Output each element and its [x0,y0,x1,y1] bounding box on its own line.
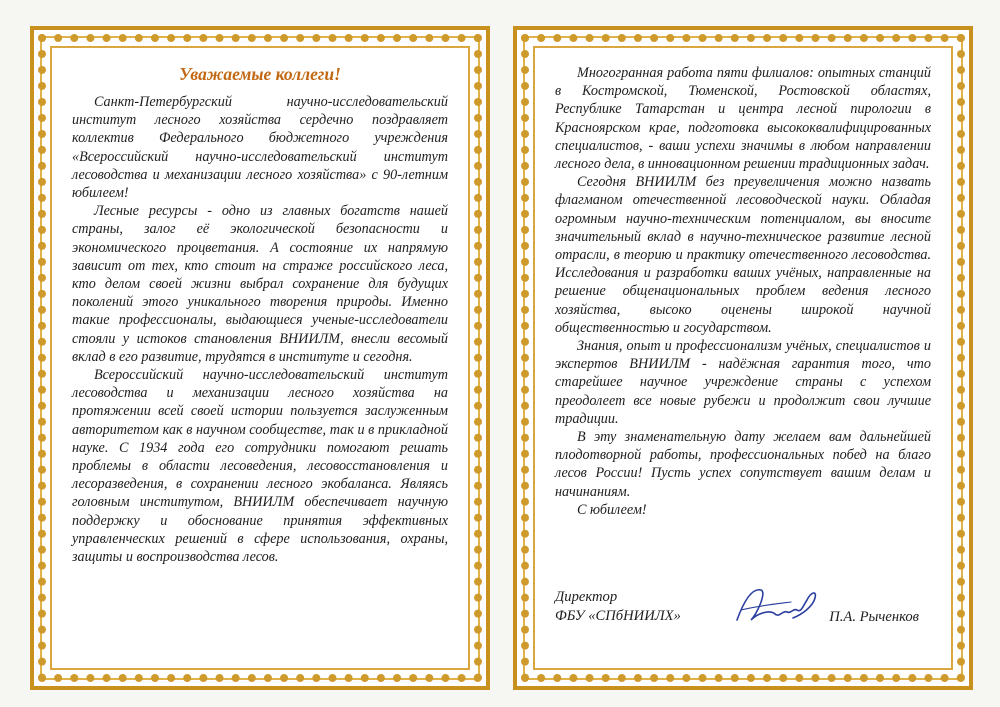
letter-content-right [555,64,931,656]
paragraph: В эту знаменательную дату желаем вам дальнейшей плодотворной работы, профессиональных побед на благо лесов России! Пусть успех сопутствует вашим делам и начинаниям. [555,429,931,500]
letter-greeting-title: Уважаемые коллеги! [179,64,341,84]
signature-block [555,588,931,640]
paragraph: Лесные ресурсы - одно из главных богатств нашей страны, залог её экологической безопасности и экономического процветания. А состояние их напрямую зависит от тех, кто стоит на страже российского леса, кто делом своей жизни выбрал сохранение для будущих поколений этого уникального творения природы. Именно такие профессионалы, выдающиеся ученые-исследователи стояли у истоков становления ВНИИЛМ, внесли весомый вклад в его развитие, трудятся в институте и сегодня. [72,203,448,365]
signatory-organization: ФБУ «СПбНИИЛХ» [555,607,681,624]
letter-page-left [30,26,490,690]
letter-content-left [72,64,448,656]
signatory-name: П.А. Рыченков [829,609,919,625]
paragraph: Всероссийский научно-исследовательский институт лесоводства и механизации лесного хозяйства на протяжении всей своей истории пользуется заслуженным авторитетом как в научном сообществе, так и в прикладной науке. С 1934 года его сотрудники помогают решать проблемы в области лесоведения, лесовосстановления и лесоразведения, в сохранении лесного экобаланса. Являясь головным институтом, ВНИИЛМ обеспечивает научную поддержку и обоснование принятия эффективных управленческих решений в сфере использования, охраны, защиты и воспроизводства лесов. [72,367,448,566]
paragraph: Многогранная работа пяти филиалов: опытных станций в Костромской, Тюменской, Ростовской областях, Республике Татарстан и центра лесной пирологии в Красноярском крае, подготовка высококвалифицированных специалистов, - ваши успехи значимы в любом направлении лесного дела, в инновационном решении традиционных задач. [555,65,931,173]
paragraph: Знания, опыт и профессионализм учёных, специалистов и экспертов ВНИИЛМ - надёжная гарантия того, что старейшее научное учреждение страны с успехом преодолеет все новые рубежи и продолжит свои лучшие традиции. [555,338,931,427]
signatory-title [555,588,681,625]
letter-page-right [513,26,973,690]
paragraph-closing: С юбилеем! [577,501,647,518]
signatory-position: Директор [555,589,618,605]
paragraph: Сегодня ВНИИЛМ без преувеличения можно назвать флагманом отечественной лесоводческой науки. Обладая огромным научно-техническим потенциалом, вы вносите значительный вклад в научно-техническое развитие лесной отрасли, в теорию и практику отечественного лесоводства. Исследования и разработки ваших учёных, направленные на решение общенациональных проблем ведения лесного хозяйства, высоко оценены широкой научной общественностью и государством. [555,174,931,336]
handwritten-signature [731,580,823,628]
paragraph: Санкт-Петербургский научно-исследовательский институт лесного хозяйства сердечно поздравляет коллектив Федерального бюджетного учреждения «Всероссийский научно-исследовательский институт лесоводства и механизации лесного хозяйства» с 90-летним юбилеем! [72,94,448,202]
